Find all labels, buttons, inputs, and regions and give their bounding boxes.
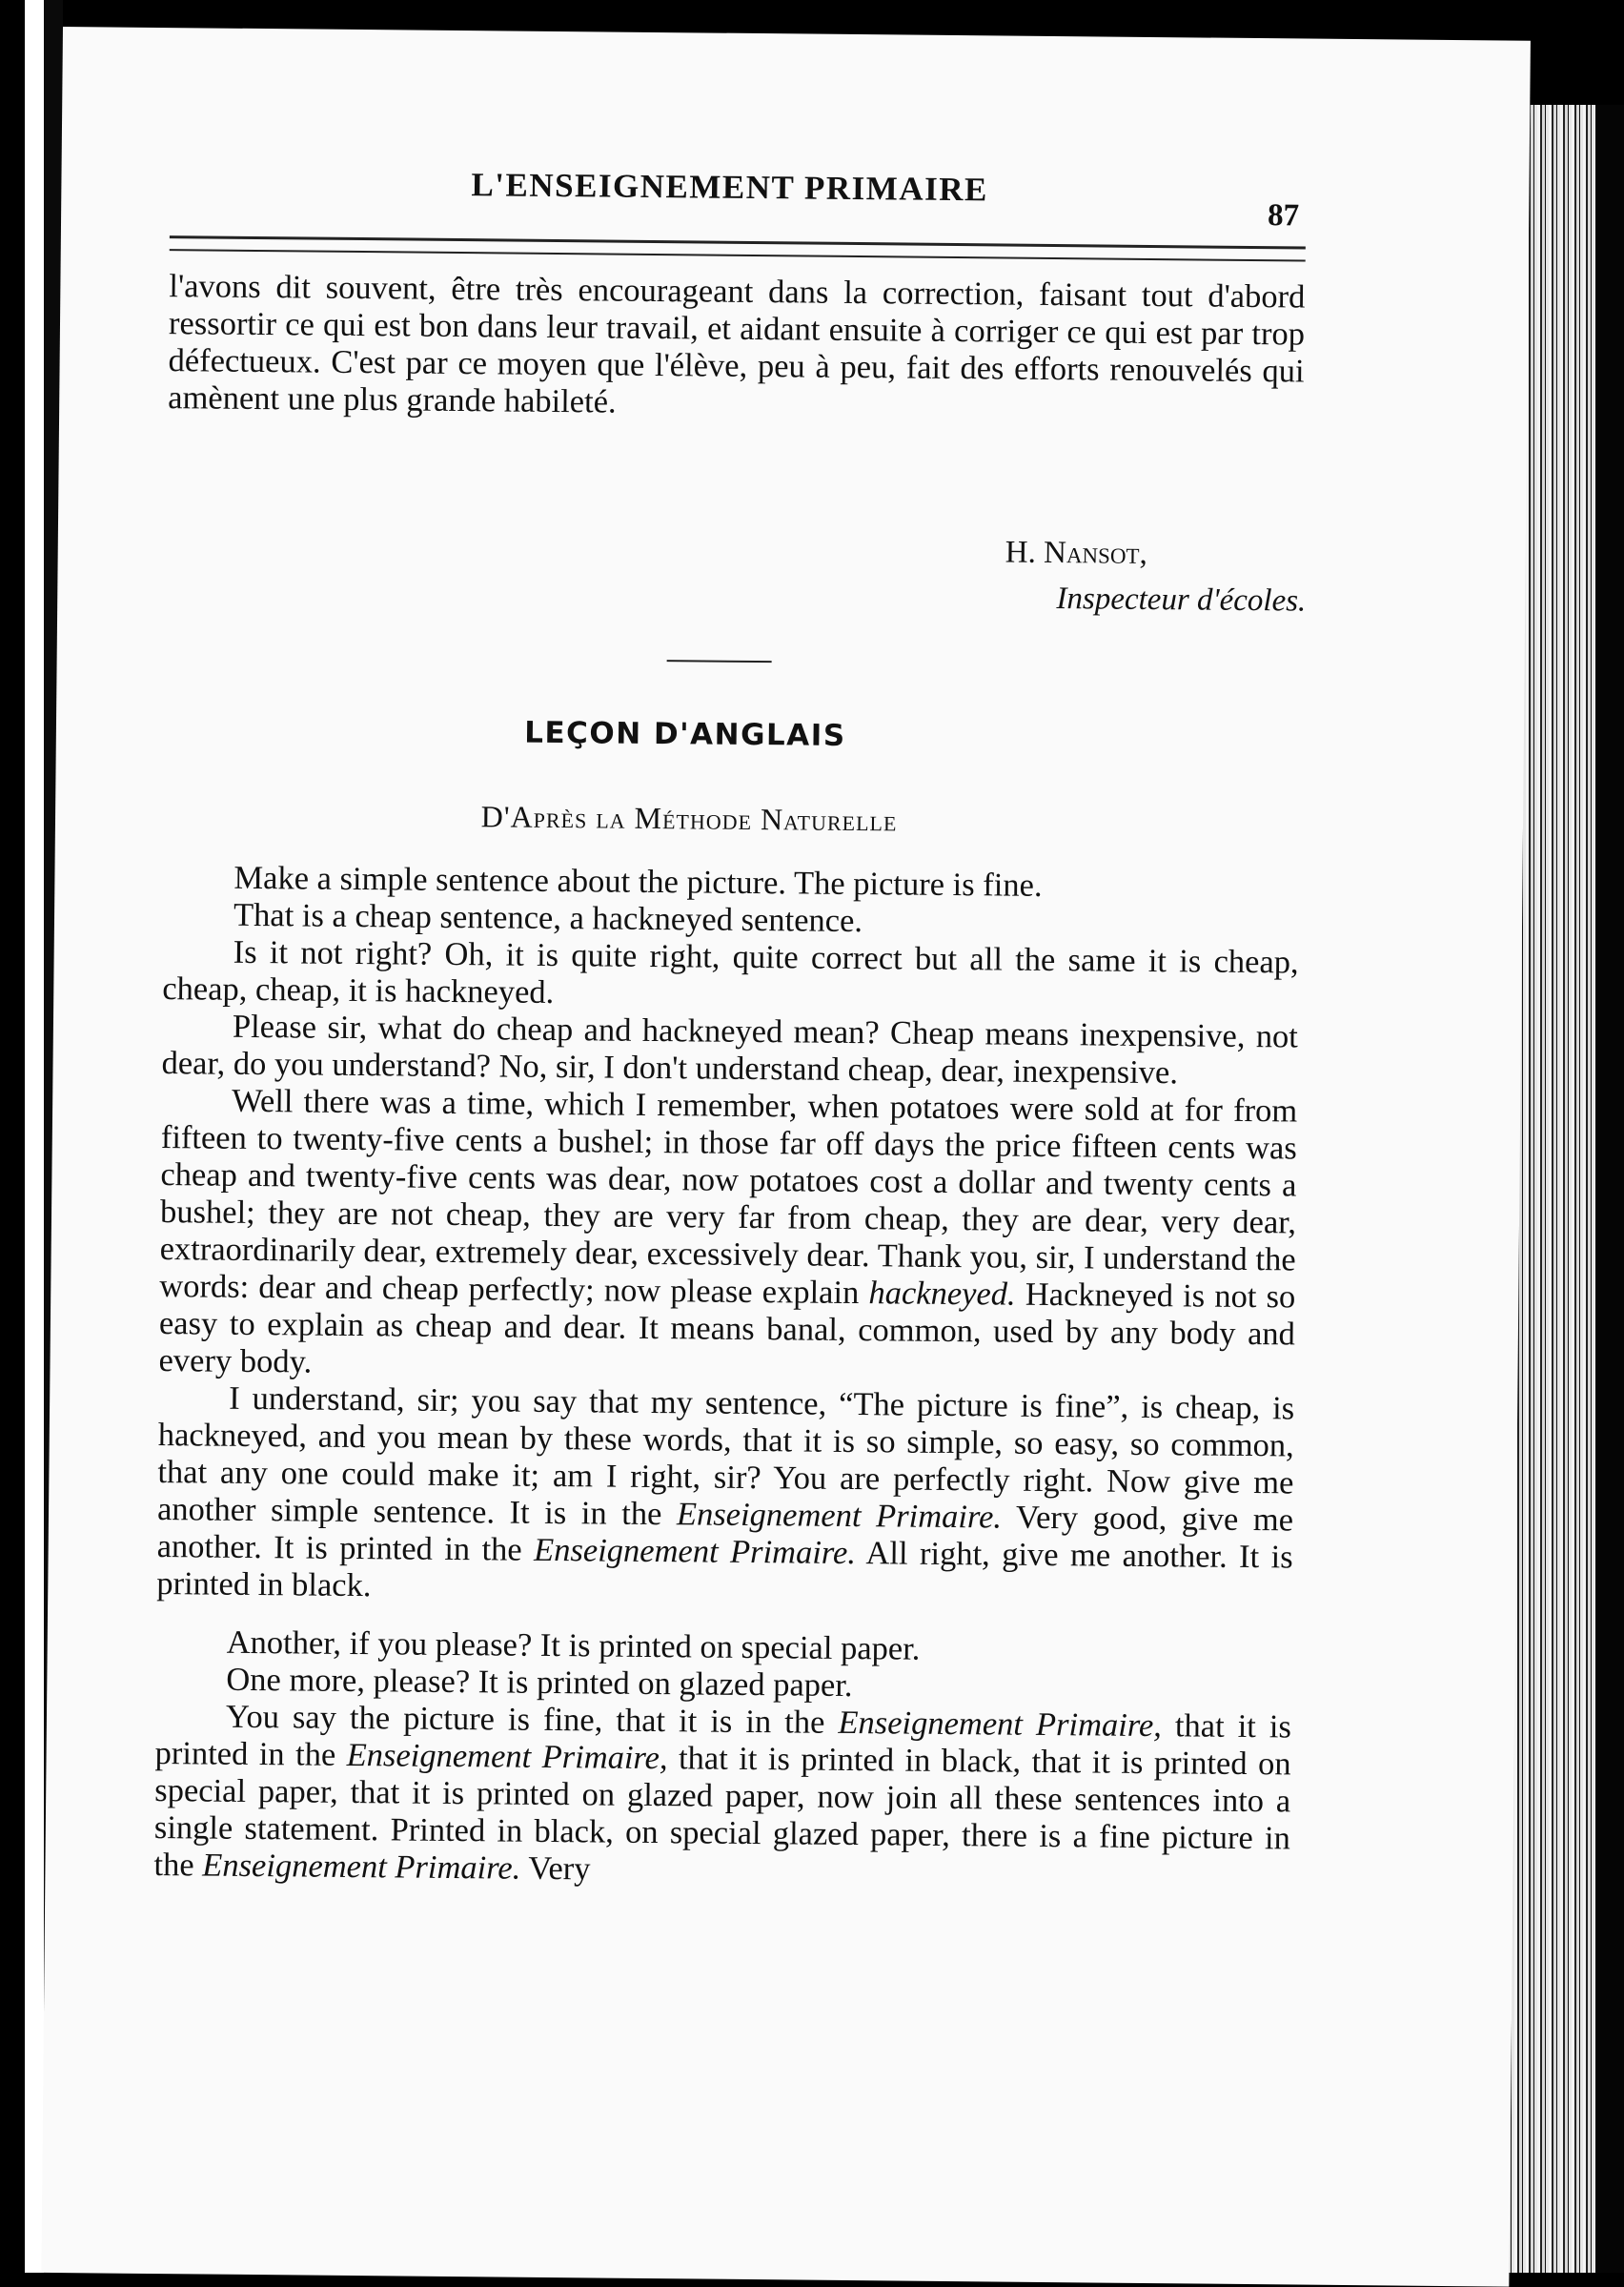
italic-term: hackneyed. (868, 1275, 1016, 1313)
italic-title: Enseignement Primaire. (202, 1847, 521, 1887)
paragraph: Make a simple sentence about the picture. The picture is fine. (233, 859, 1043, 904)
paragraph (153, 1698, 1291, 1894)
text-run: All right, give me another. It is printed in black. (156, 1535, 1293, 1604)
author-name: H. Nansot, (1005, 535, 1148, 571)
header-rule (170, 235, 1306, 261)
text-run: that it is printed in the (154, 1707, 1292, 1773)
paragraph: Please sir, what do cheap and hackneyed mean? Cheap means inexpensive, not dear, do you understand? No, sir, I don't understand cheap, dear, inexpensive. (161, 1008, 1299, 1092)
running-title: L'ENSEIGNEMENT PRIMAIRE (471, 166, 989, 209)
text-run: Well there was a time, which I remember, when potatoes were sold at for from fifteen to twenty-five cents a bushel; in those far off days the price fifteen cents was cheap and twenty-five cents was dear, now potatoes cost a dollar and twenty cents a bushel; they are not cheap, they are very far from cheap, they are dear, very dear, extraordinarily dear, extremely dear, excessively dear. Thank you, sir, I understand the words: dear and cheap perfectly; now please explain (159, 1082, 1298, 1312)
author-title: Inspecteur d'écoles. (1056, 582, 1307, 619)
text-run: I understand, sir; you say that my sentence, “The picture is fine”, is cheap, is hackneyed, and you mean by these words, that it is so simple, so easy, so common, that any one could make it; am I right, sir? You are perfectly right. Now give me another simple sentence. It is in the (156, 1379, 1295, 1533)
text-run: Hackneyed is not so easy to explain as cheap and dear. It means banal, common, used by any body and every body. (158, 1276, 1296, 1380)
signature-block (934, 529, 1307, 624)
previous-article-text (168, 268, 1305, 427)
article-body (153, 859, 1299, 1894)
paragraph: Another, if you please? It is printed on special paper. (226, 1623, 921, 1667)
italic-title: Enseignement Primaire, (346, 1736, 668, 1777)
closing-paragraph: l'avons dit souvent, être très encourageant dans la correction, faisant tout d'abord ressortir ce qui est bon dans leur travail, et aidant ensuite à corriger ce qui est par trop défectueux. C'est par ce moyen que l'élève, peu à peu, fait des efforts renouvelés qui amènent une plus grande habileté. (168, 268, 1306, 420)
italic-title: Enseignement Primaire. (533, 1531, 857, 1572)
text-run: that it is printed in black, that it is printed on special paper, that it is printed on glazed paper, now join all these sentences into a single statement. Printed in black, on special glazed paper, there is a fine picture in the (153, 1740, 1291, 1884)
paragraph: That is a cheap sentence, a hackneyed sentence. (233, 896, 863, 940)
paragraph (158, 1082, 1297, 1390)
paragraph: One more, please? It is printed on glazed paper. (226, 1661, 853, 1705)
text-run: Very good, give me another. It is printed in the (156, 1499, 1294, 1568)
italic-title: Enseignement Primaire. (676, 1496, 1003, 1536)
paragraph (156, 1379, 1294, 1613)
paragraph: Is it not right? Oh, it is quite right, quite correct but all the same it is cheap, cheap, cheap, it is hackneyed. (162, 933, 1299, 1011)
text-run: You say the picture is fine, that it is in the (225, 1698, 839, 1741)
book-page (41, 27, 1531, 2287)
page-number: 87 (1267, 198, 1300, 234)
text-run: Very (520, 1849, 591, 1888)
article-title: LEÇON D'ANGLAIS (523, 715, 846, 753)
section-divider (667, 660, 772, 663)
article-subtitle: D'Après la Méthode Naturelle (480, 799, 898, 838)
italic-title: Enseignement Primaire, (838, 1704, 1163, 1745)
